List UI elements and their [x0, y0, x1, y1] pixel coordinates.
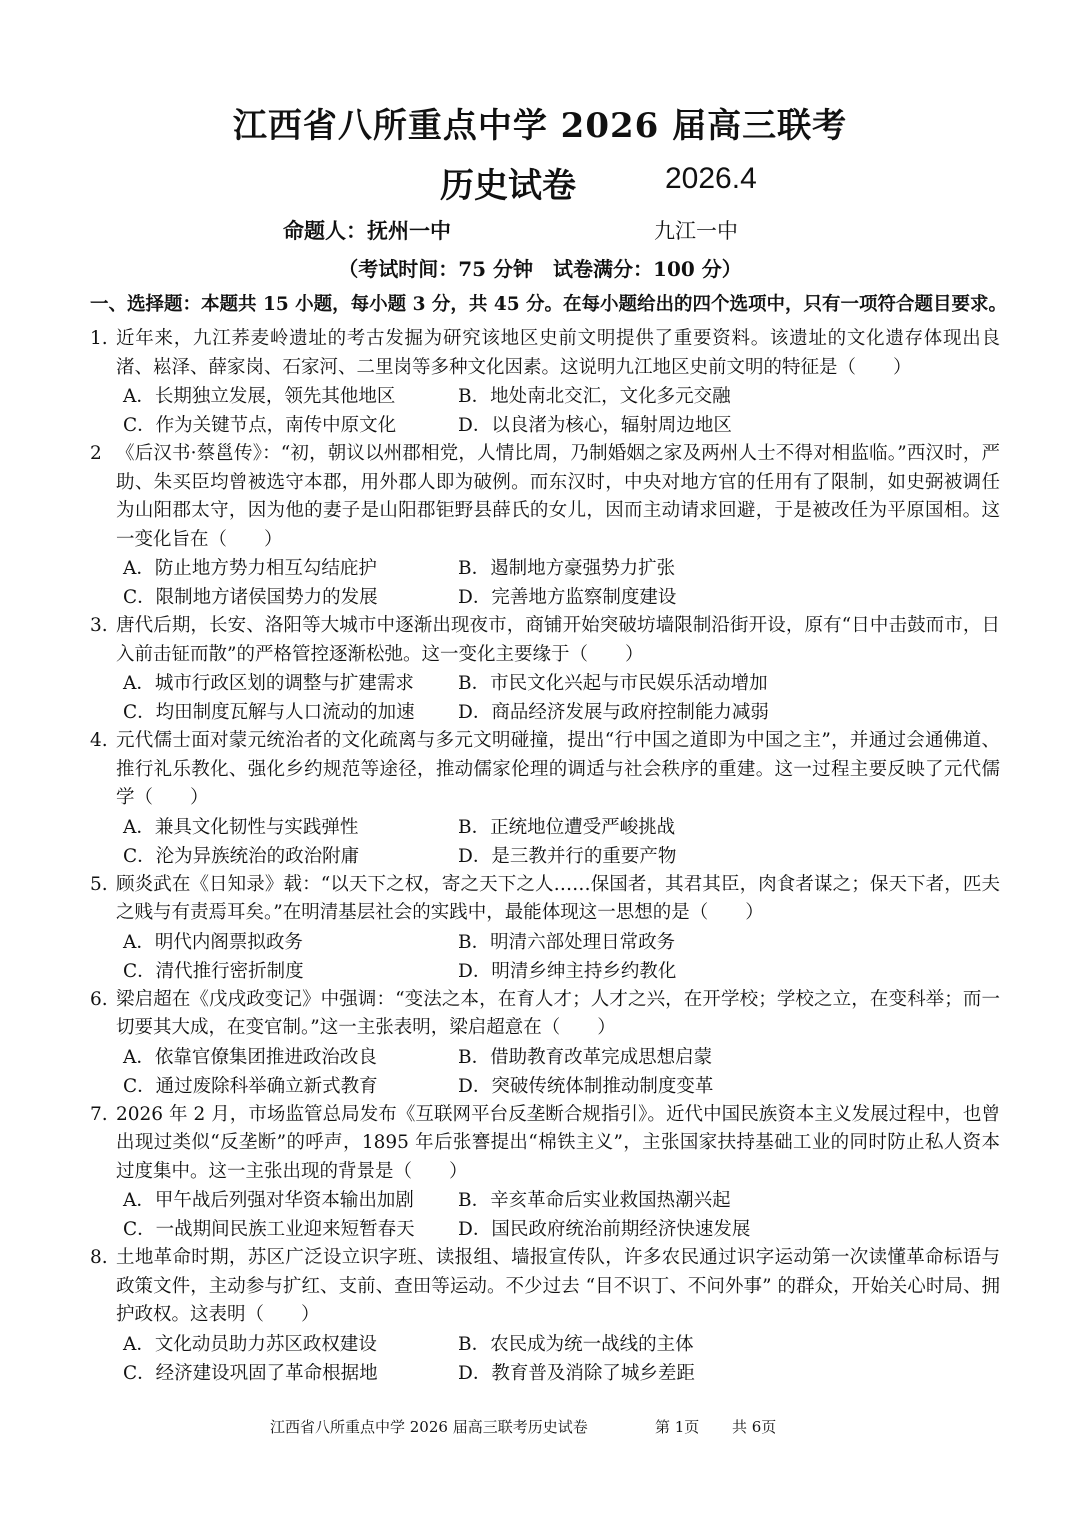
answer-option: A．城市行政区划的调整与扩建需求	[123, 673, 414, 694]
question-item	[90, 986, 1000, 1101]
answer-option: D．国民政府统治前期经济快速发展	[458, 1219, 751, 1240]
question-item	[90, 440, 1000, 612]
footer-page-number: 第 1页	[655, 1418, 700, 1436]
question-item	[90, 871, 1000, 986]
question-stem	[90, 727, 1000, 813]
question-text: 土地革命时期，苏区广泛设立识字班、读报组、墙报宣传队，许多农民通过识字运动第一次读懂革命标语与政策文件，主动参与扩红、支前、查田等运动。不少过去 “目不识丁、不问外事” 的群众，开始关心时局、拥护政权。这表明（ ）	[116, 1247, 1000, 1325]
setter-second: 九江一中	[654, 219, 738, 243]
exam-date: 2026.4	[665, 162, 757, 195]
question-text: 2026 年 2 月，市场监管总局发布《互联网平台反垄断合规指引》。近代中国民族资本主义发展过程中，也曾出现过类似“反垄断”的呼声，1895 年后张謇提出“棉铁主义”，主张国家扶持基础工业的同时防止私人资本过度集中。这一主张出现的背景是（ ）	[116, 1103, 1000, 1182]
answer-option: B．明清六部处理日常政务	[458, 931, 676, 953]
answer-option: C．限制地方诸侯国势力的发展	[123, 587, 378, 608]
answer-option: B．借助教育改革完成思想启蒙	[458, 1046, 713, 1068]
question-number: 4.	[90, 730, 108, 751]
answer-option: C．经济建设巩固了革命根据地	[123, 1362, 378, 1384]
question-list	[90, 325, 1000, 1388]
answer-option: D．完善地方监察制度建设	[458, 587, 677, 608]
answer-option: A．文化动员助力苏区政权建设	[123, 1333, 377, 1355]
question-stem	[90, 612, 1000, 669]
footer-title: 江西省八所重点中学 2026 届高三联考历史试卷	[270, 1418, 588, 1436]
question-options	[123, 928, 1000, 986]
answer-option: B．地处南北交汇，文化多元交融	[458, 386, 731, 407]
question-text: 梁启超在《戊戌政变记》中强调：“变法之本，在育人才；人才之兴，在开学校；学校之立，在变科举；而一切要其大成，在变官制。”这一主张表明，梁启超意在（ ）	[116, 988, 1000, 1038]
question-options	[123, 1043, 1000, 1101]
question-stem	[90, 325, 1000, 382]
question-text: 顾炎武在《日知录》载：“以天下之权，寄之天下之人……保国者，其君其臣，肉食者谋之；保天下者，匹夫之贱与有责焉耳矣。”在明清基层社会的实践中，最能体现这一思想的是（ ）	[116, 873, 1000, 923]
question-options	[123, 669, 1000, 727]
question-number: 5.	[90, 873, 108, 895]
exam-info: （考试时间：75 分钟 试卷满分：100 分）	[338, 257, 742, 281]
question-item	[90, 1244, 1000, 1388]
question-number: 6.	[90, 988, 108, 1010]
exam-title: 江西省八所重点中学 2026 届高三联考	[232, 106, 848, 146]
answer-option: A．兼具文化韧性与实践弹性	[123, 816, 359, 838]
answer-option: A．甲午战后列强对华资本输出加剧	[123, 1190, 414, 1211]
answer-option: C．一战期间民族工业迎来短暂春天	[123, 1219, 415, 1240]
answer-option: C．均田制度瓦解与人口流动的加速	[123, 702, 415, 723]
question-options	[123, 813, 1000, 871]
question-stem	[90, 986, 1000, 1043]
question-stem	[90, 1244, 1000, 1330]
answer-option: B．正统地位遭受严峻挑战	[458, 816, 676, 838]
question-stem	[90, 1101, 1000, 1187]
answer-option: D．明清乡绅主持乡约教化	[458, 960, 677, 982]
question-stem	[90, 871, 1000, 928]
answer-option: A．防止地方势力相互勾结庇护	[123, 558, 377, 579]
answer-option: D．突破传统体制推动制度变革	[458, 1075, 714, 1097]
section-heading: 一、选择题：本题共 15 小题，每小题 3 分，共 45 分。在每小题给出的四个选项中，只有一项符合题目要求。	[90, 294, 1008, 315]
question-number: 1.	[90, 328, 108, 349]
question-item	[90, 325, 1000, 440]
answer-option: D．商品经济发展与政府控制能力减弱	[458, 702, 769, 723]
answer-option: A．长期独立发展，领先其他地区	[123, 386, 396, 407]
question-number: 2	[90, 443, 102, 464]
answer-option: A．依靠官僚集团推进政治改良	[123, 1046, 377, 1068]
answer-option: C．通过废除科举确立新式教育	[123, 1075, 378, 1097]
answer-option: C．沦为异族统治的政治附庸	[123, 845, 360, 867]
question-item	[90, 612, 1000, 727]
question-text: 近年来，九江荞麦岭遗址的考古发掘为研究该地区史前文明提供了重要资料。该遗址的文化遗存体现出良渚、崧泽、薛家岗、石家河、二里岗等多种文化因素。这说明九江地区史前文明的特征是（ ）	[116, 328, 1000, 378]
question-options	[123, 554, 1000, 612]
question-options	[123, 1330, 1000, 1388]
question-number: 3.	[90, 615, 108, 636]
question-number: 8.	[90, 1247, 108, 1268]
question-options	[123, 1186, 1000, 1244]
footer-page-total: 共 6页	[732, 1418, 777, 1436]
question-text: 唐代后期，长安、洛阳等大城市中逐渐出现夜市，商铺开始突破坊墙限制沿街开设，原有“日中击鼓而市，日入前击钲而散”的严格管控逐渐松弛。这一变化主要缘于（ ）	[116, 615, 1000, 665]
exam-subject: 历史试卷	[440, 166, 576, 206]
setter-label: 命题人：抚州一中	[283, 218, 451, 243]
question-item	[90, 1101, 1000, 1245]
answer-option: C．清代推行密折制度	[123, 960, 304, 982]
answer-option: B．辛亥革命后实业救国热潮兴起	[458, 1190, 731, 1211]
answer-option: B．遏制地方豪强势力扩张	[458, 558, 676, 579]
question-text: 元代儒士面对蒙元统治者的文化疏离与多元文明碰撞，提出“行中国之道即为中国之主”，并通过会通佛道、推行礼乐教化、强化乡约规范等途径，推动儒家伦理的调适与社会秩序的重建。这一过程主要反映了元代儒学（ ）	[116, 730, 1000, 808]
answer-option: C．作为关键节点，南传中原文化	[123, 415, 397, 436]
question-text: 《后汉书·蔡邕传》：“初，朝议以州郡相党，人情比周，乃制婚姻之家及两州人士不得对相监临。”西汉时，严助、朱买臣均曾被选守本郡，用外郡人即为破例。而东汉时，中央对地方官的任用有了限制，如史弼被调任为山阳郡太守，因为他的妻子是山阳郡钜野县薛氏的女儿，因而主动请求回避，于是被改任为平原国相。这一变化旨在（ ）	[116, 443, 1000, 550]
answer-option: A．明代内阁票拟政务	[123, 931, 303, 953]
question-item	[90, 727, 1000, 871]
answer-option: D．以良渚为核心，辐射周边地区	[458, 415, 732, 436]
answer-option: D．教育普及消除了城乡差距	[458, 1362, 695, 1384]
answer-option: D．是三教并行的重要产物	[458, 845, 677, 867]
question-number: 7.	[90, 1103, 108, 1125]
answer-option: B．市民文化兴起与市民娱乐活动增加	[458, 673, 768, 694]
answer-option: B．农民成为统一战线的主体	[458, 1333, 694, 1355]
question-options	[123, 382, 1000, 440]
question-stem	[90, 440, 1000, 554]
